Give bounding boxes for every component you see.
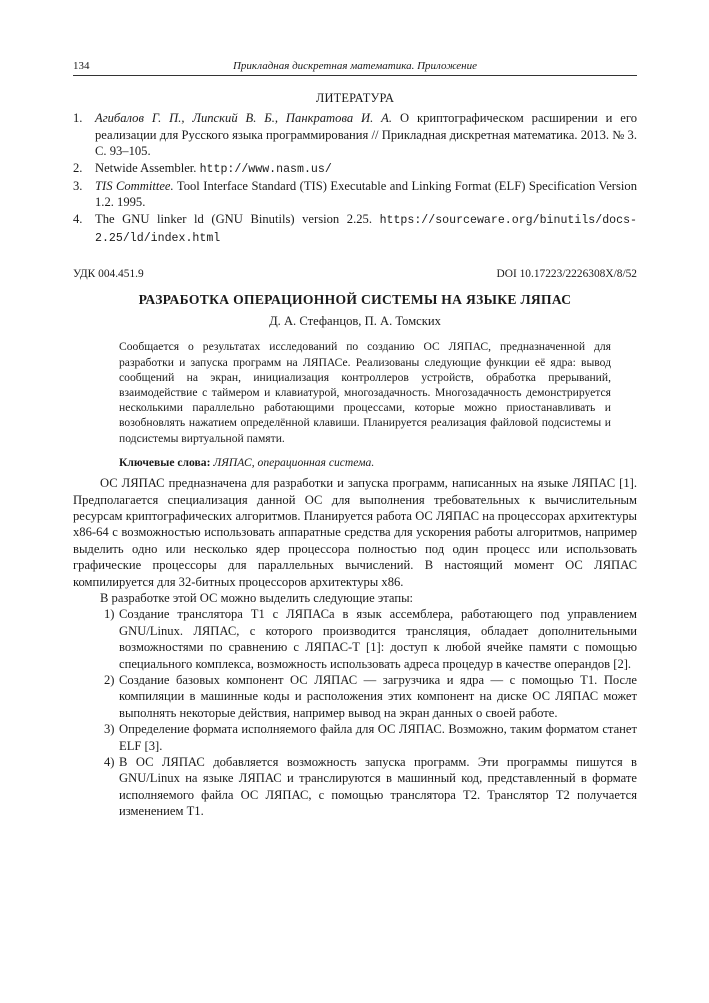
- reference-number: 1.: [73, 111, 83, 126]
- stage-item: [73, 672, 637, 721]
- reference-text: The GNU linker ld (GNU Binutils) version 2.25.: [95, 211, 380, 226]
- body-paragraph: В разработке этой ОС можно выделить следующие этапы:: [100, 590, 414, 605]
- stage-item: [73, 721, 637, 754]
- reference-authors: Агибалов Г. П., Липский В. Б., Панкратова И. А.: [95, 111, 393, 126]
- udk-code: УДК 004.451.9: [73, 267, 144, 280]
- stage-text: В ОС ЛЯПАС добавляется возможность запуска программ. Эти программы пишутся в GNU/Linux на языке ЛЯПАС и транслируются в машинный код, представленный в формате исполняемого файла ОС ЛЯПАС, с помощью транслятора Т2. Транслятор Т2 получается изменением Т1.: [119, 755, 637, 819]
- stage-number: 2): [104, 672, 115, 687]
- reference-url[interactable]: http://www.nasm.us/: [199, 162, 332, 176]
- stage-text: Определение формата исполняемого файла для ОС ЛЯПАС. Возможно, таким форматом станет ELF [3].: [119, 722, 637, 753]
- stages-list: [73, 606, 637, 819]
- article-body: [73, 475, 637, 820]
- reference-item: [73, 211, 637, 248]
- running-head: [73, 58, 637, 76]
- reference-text: Netwide Assembler.: [95, 160, 200, 175]
- page: [73, 58, 637, 820]
- stage-text: Создание транслятора Т1 с ЛЯПАСа в язык ассемблера, работающего под управлением GNU/Linux. ЛЯПАС, с которого производится трансляция, обладает дополнительными возможностями по сравнению с ЛЯПАС-Т [1]: доступ к любой ячейке памяти с помощью специального комплекса, возможность использовать адреса процедур в качестве операндов [2].: [119, 607, 637, 671]
- reference-url[interactable]: https://sourceware.org/binutils/docs-2.25/ld/index.html: [95, 213, 637, 246]
- references-list: [73, 110, 637, 247]
- reference-text: Tool Interface Standard (TIS) Executable and Linking Format (ELF) Specification Version 1.2. 1995.: [95, 179, 637, 210]
- reference-item: [73, 160, 637, 178]
- body-paragraph: ОС ЛЯПАС предназначена для разработки и запуска программ, написанных на языке ЛЯПАС [1]. Предполагается специализация данной ОС для выполнения требовательных к вычислительным ресурсам криптографических алгоритмов. Планируется работа ОС ЛЯПАС на процессорах архитектуры x86-64 с возможностью использовать аппаратные средства для ускорения работы алгоритмов, например выделить одно или несколько ядер процессора полностью под один процесс или использовать графические процессоры для параллельных вычислений. В настоящий момент ОС ЛЯПАС компилируется для 32-битных процессоров архитектуры x86.: [73, 476, 637, 589]
- stage-item: [73, 606, 637, 672]
- keywords-text: ЛЯПАС, операционная система.: [210, 455, 375, 469]
- page-number: 134: [73, 60, 90, 72]
- reference-number: 3.: [73, 179, 83, 194]
- stage-text: Создание базовых компонент ОС ЛЯПАС — загрузчика и ядра — с помощью Т1. После компиляции в машинные коды и расположения этих компонент на диске ОС ЛЯПАС может выполнять некоторые действия, например вывод на экран данных о своей работе.: [119, 672, 637, 720]
- stage-number: 3): [104, 722, 115, 737]
- reference-number: 4.: [73, 211, 83, 226]
- keywords: [119, 455, 611, 470]
- reference-authors: TIS Committee.: [95, 179, 174, 194]
- references-title: ЛИТЕРАТУРА: [315, 91, 395, 105]
- abstract: Сообщается о результатах исследований по созданию ОС ЛЯПАС, предназначенной для разработки и запуска программ на ЛЯПАСе. Реализованы следующие функции её ядра: вывод сообщений на экран, инициализация контроллеров устройств, обработка прерываний, взаимодействие с таймером и клавиатурой, многозадачность. Многозадачность демонстрируется несколькими параллельно работающими процессами, которые можно приостанавливать и возобновлять нажатием определённой клавиши. Планируется реализация файловой подсистемы и подсистемы виртуальной памяти.: [119, 340, 611, 445]
- article-authors: Д. А. Стефанцов, П. А. Томских: [269, 314, 441, 329]
- doi: DOI 10.17223/2226308X/8/52: [496, 267, 637, 280]
- reference-number: 2.: [73, 160, 83, 175]
- reference-item: [73, 178, 637, 211]
- journal-title: Прикладная дискретная математика. Приложение: [232, 60, 478, 72]
- article-title: РАЗРАБОТКА ОПЕРАЦИОННОЙ СИСТЕМЫ НА ЯЗЫКЕ ЛЯПАС: [138, 291, 572, 307]
- stage-number: 1): [104, 607, 115, 622]
- reference-item: [73, 110, 637, 159]
- article-meta: [73, 266, 637, 282]
- stage-number: 4): [104, 755, 115, 769]
- reference-text: О криптографическом расширении и его реализации для Русского языка программирования // Прикладная дискретная математика. 2013. № 3. С. 93–105.: [95, 111, 637, 159]
- keywords-label: Ключевые слова:: [119, 455, 211, 469]
- stage-item: [73, 754, 637, 820]
